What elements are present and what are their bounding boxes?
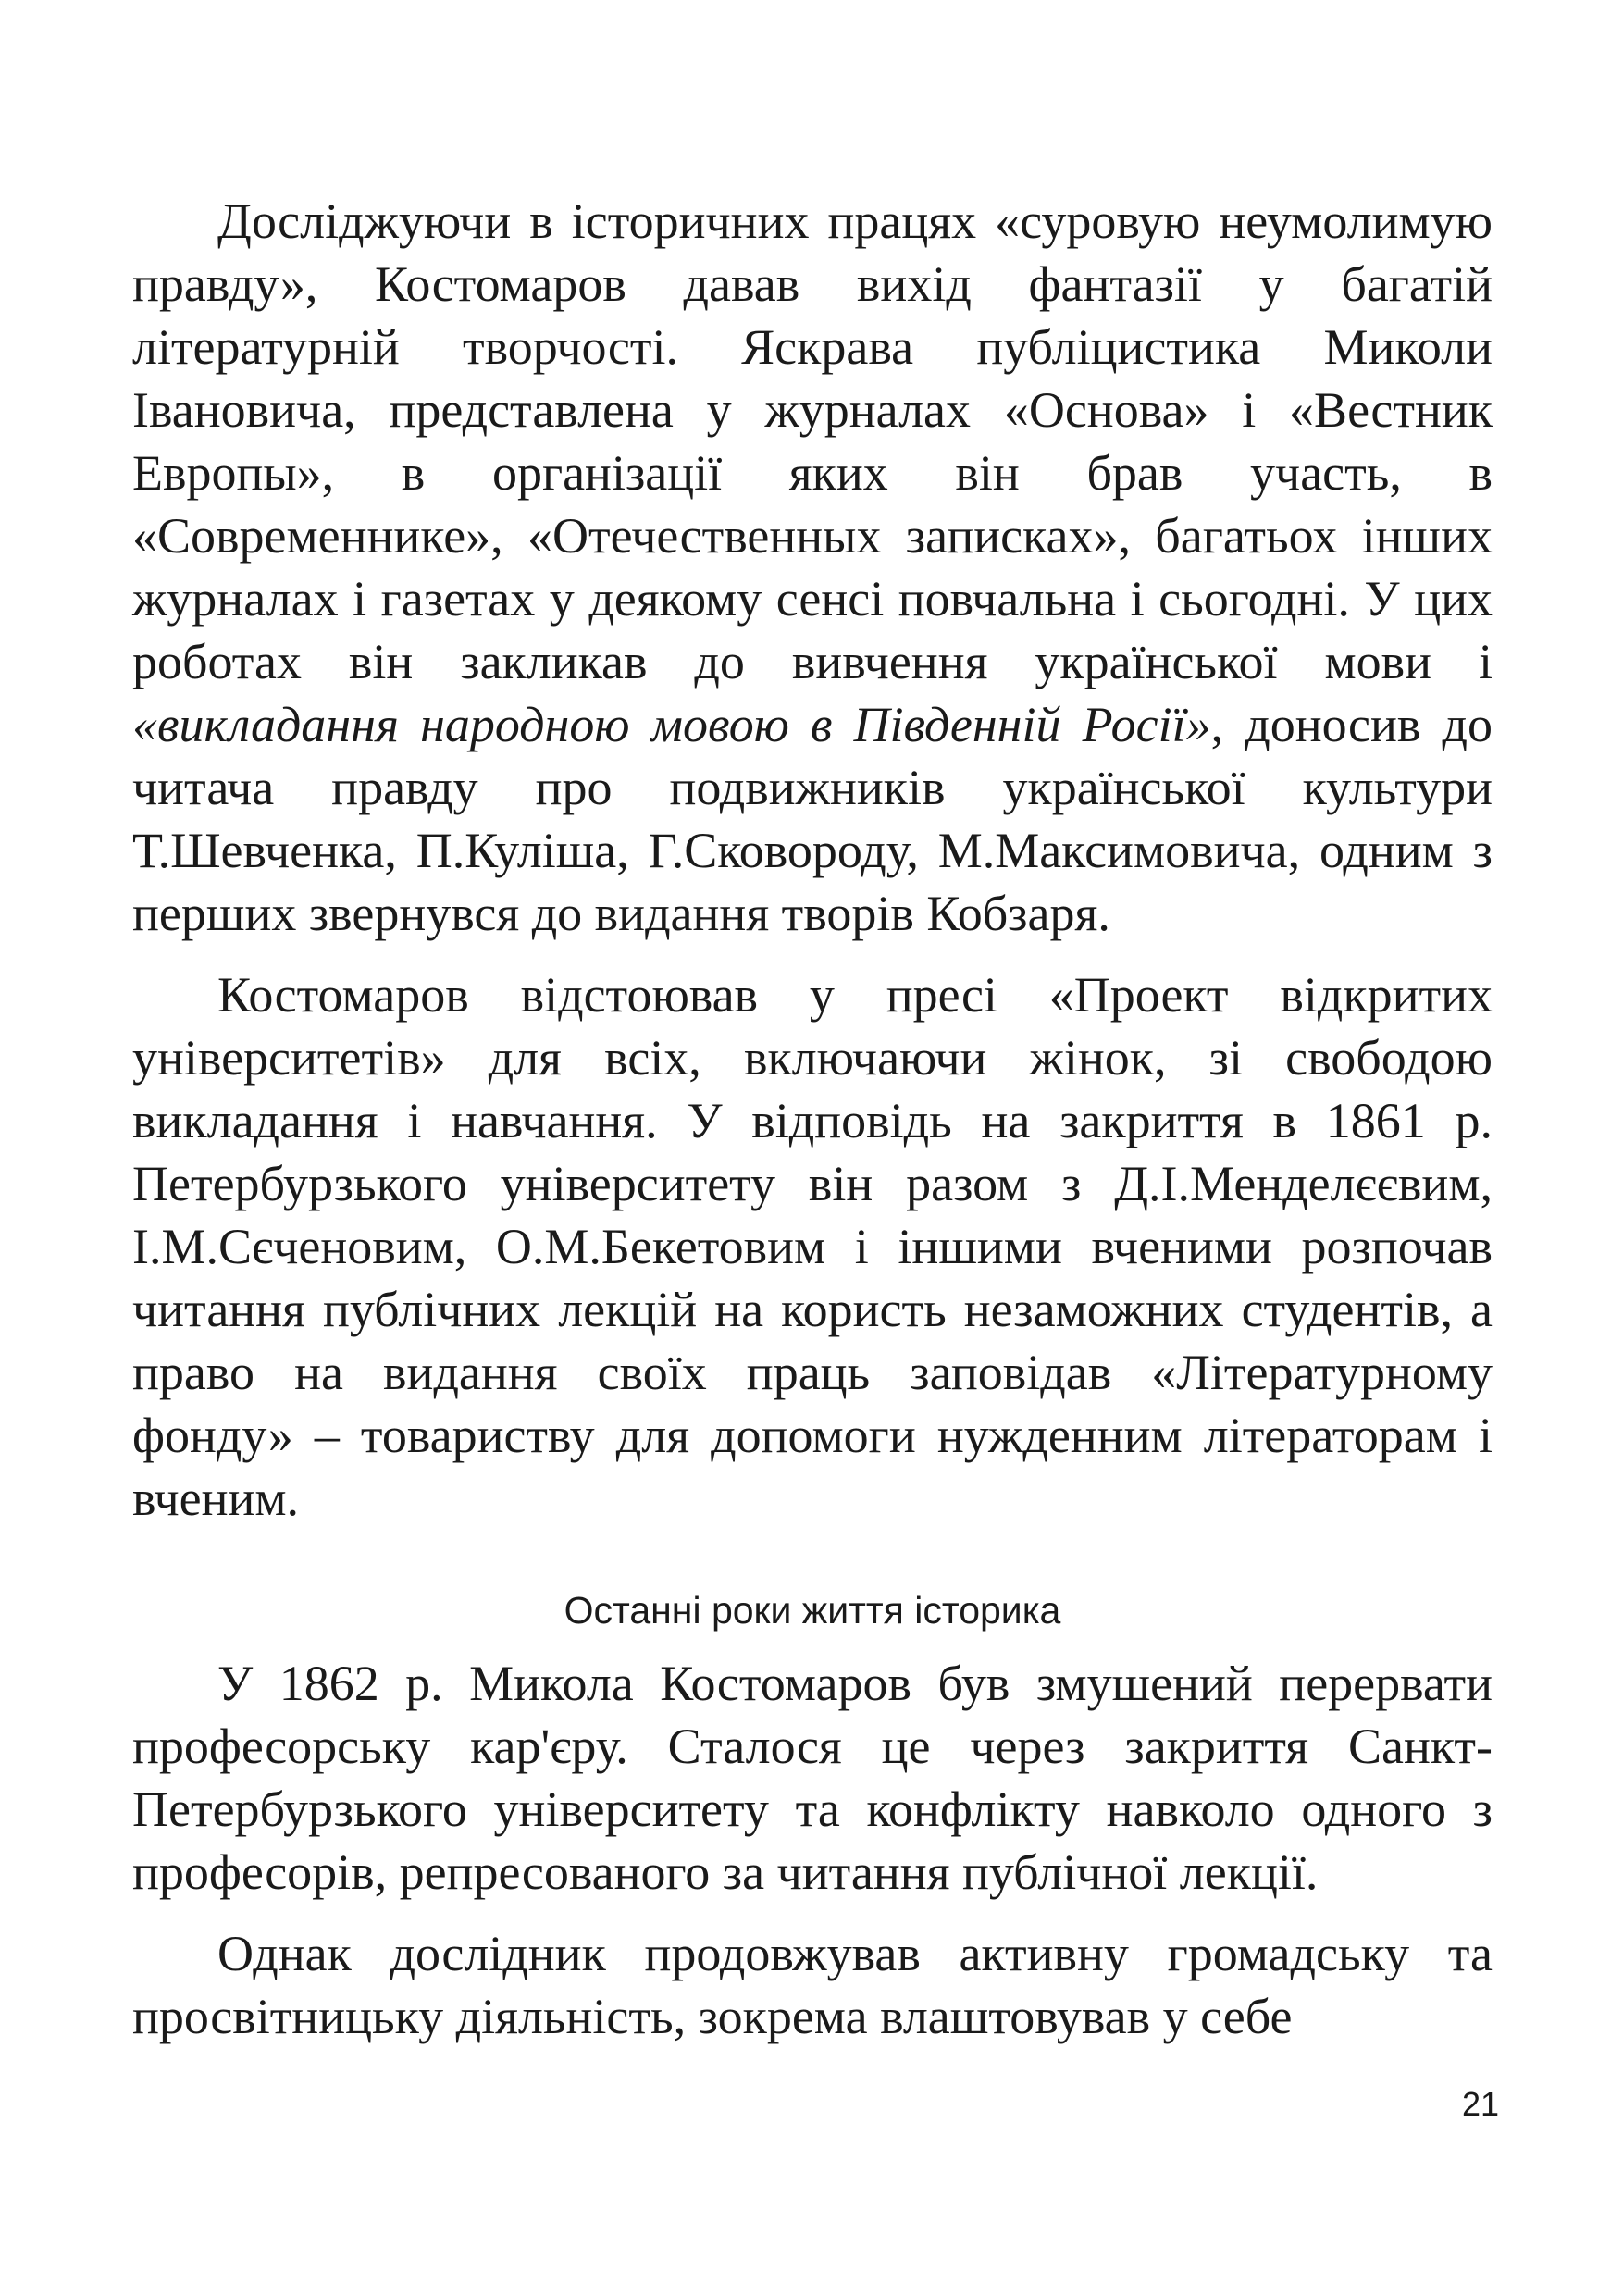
page-number: 21 (1461, 2085, 1499, 2123)
paragraph-publicistics (132, 190, 1493, 945)
italic-quote: «викладання народною мовою в Південній Росії» (132, 697, 1211, 752)
paragraph-text: , доносив до читача правду про подвижників української культури Т.Шевченка, П.Куліша, Г.Сковороду, М.Максимовича, одним з перших звернувся до видання творів Кобзаря. (132, 697, 1493, 941)
paragraph-open-universities: Костомаров відстоював у пресі «Проект відкритих університетів» для всіх, включаючи жінок, зі свободою викладання і навчання. У відповідь на закриття в 1861 р. Петербурзького університету він разом з Д.І.Менделєєвим, І.М.Сєченовим, О.М.Бекетовим і іншими вченими розпочав читання публічних лекцій на користь незаможних студентів, а право на видання своїх праць заповідав «Літературному фонду» – товариству для допомоги нужденним літераторам і вченим. (132, 967, 1493, 1526)
paragraph-text: Досліджуючи в історичних працях «суровую неумолимую правду», Костомаров давав вихід фантазії у багатій літературній творчості. Яскрава публіцистика Миколи Івановича, представлена у журналах «Основа» і «Вестник Европы», в організації яких він брав участь, в «Современнике», «Отечественных записках», багатьох інших журналах і газетах у деякому сенсі повчальна і сьогодні. У цих роботах він закликав до вивчення української мови і (132, 193, 1493, 689)
section-heading: Останні роки життя історика (564, 1589, 1061, 1632)
page-content (132, 190, 1493, 2048)
paragraph-activity: Однак дослідник продовжував активну громадську та просвітницьку діяльність, зокрема влаштовував у себе (132, 1926, 1493, 2044)
paragraph-1862: У 1862 р. Микола Костомаров був змушений перервати професорську кар'єру. Сталося це через закриття Санкт-Петербурзького університету та конфлікту навколо одного з професорів, репресованого за читання публічної лекції. (132, 1656, 1493, 1900)
